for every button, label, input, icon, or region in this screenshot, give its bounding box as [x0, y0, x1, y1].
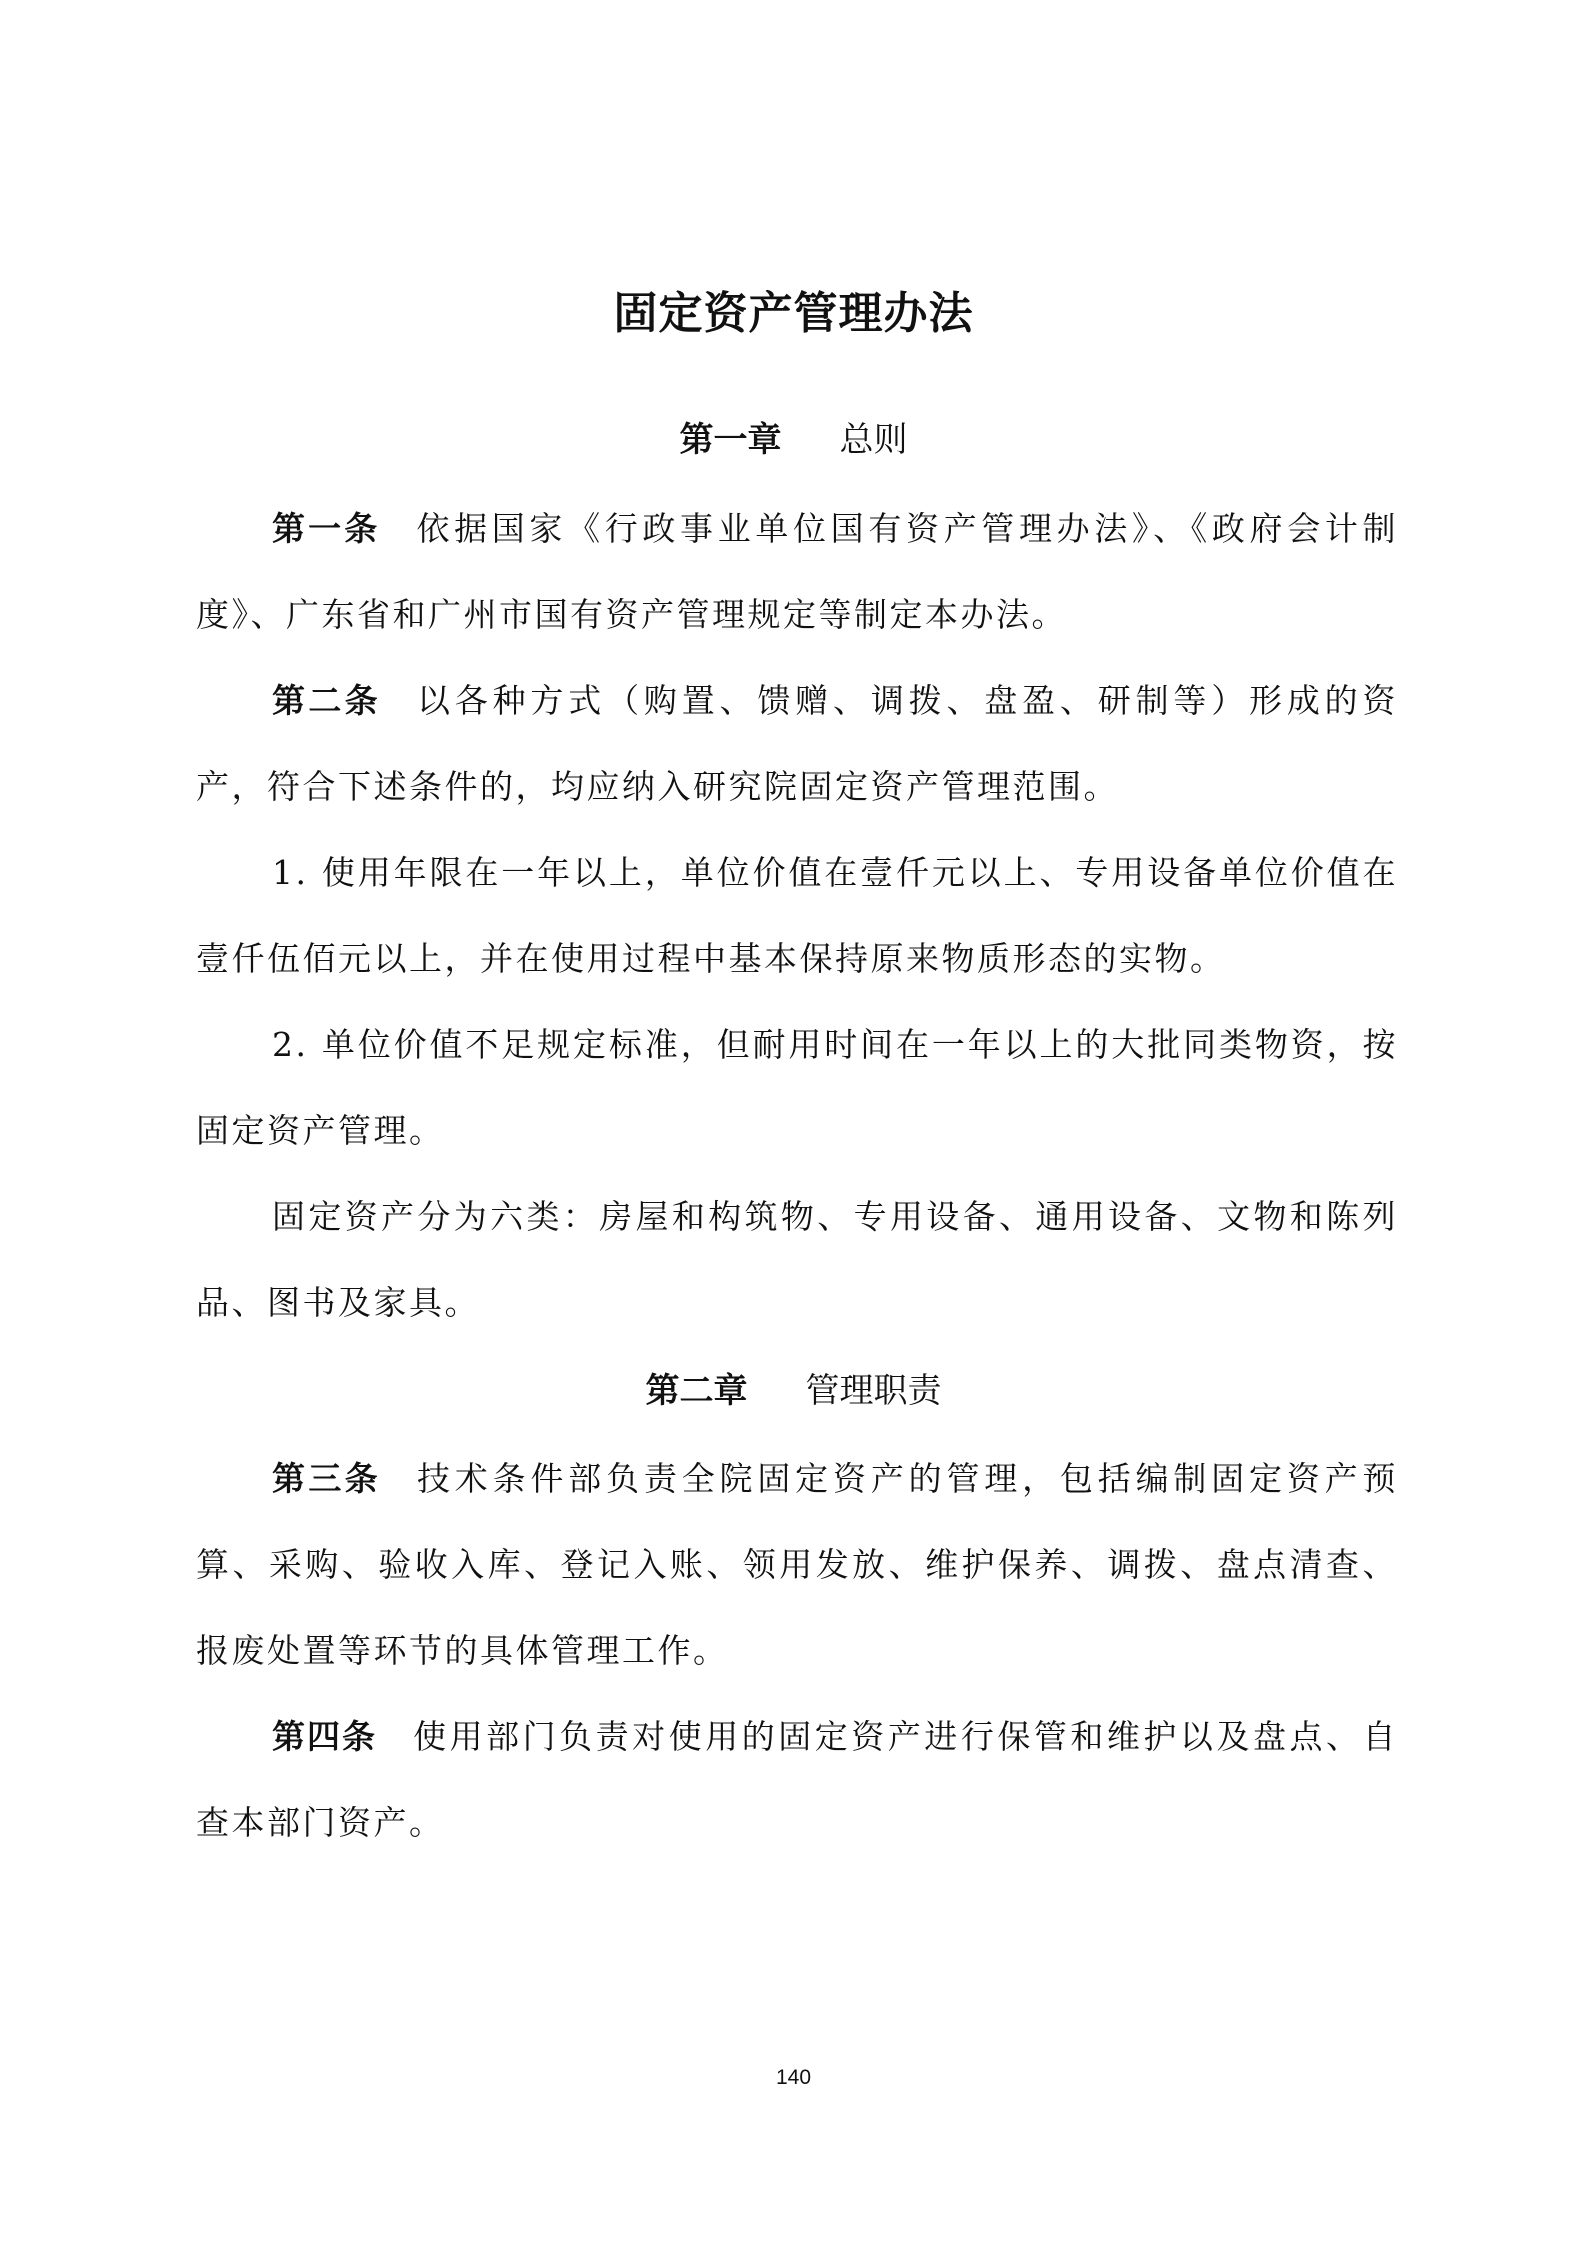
clause-2: 2. 单位价值不足规定标准，但耐用时间在一年以上的大批同类物资，按固定资产管理。 [196, 1025, 1398, 1150]
chapter-1-title: 总则 [839, 420, 908, 460]
clause-1: 1. 使用年限在一年以上，单位价值在壹仟元以上、专用设备单位价值在壹仟伍佰元以上，并在使用过程中基本保持原来物质形态的实物。 [196, 853, 1398, 978]
document-title: 固定资产管理办法 [613, 288, 974, 339]
chapter-2-number: 第二章 [645, 1371, 748, 1411]
page-number: 140 [775, 2066, 812, 2089]
article-3 [196, 1436, 1398, 1694]
article-3-label: 第三条 [272, 1459, 381, 1498]
article-2-label: 第二条 [272, 681, 381, 720]
chapter-1-number: 第一章 [679, 420, 782, 460]
article-1 [196, 486, 1398, 658]
chapter-2-body [196, 1436, 1398, 1866]
article-1-label: 第一条 [272, 509, 381, 548]
article-4-text: 使用部门负责对使用的固定资产进行保管和维护以及盘点、自查本部门资产。 [196, 1717, 1399, 1842]
article-4 [196, 1694, 1398, 1866]
chapter-1-body [196, 486, 1398, 1346]
article-1-text: 依据国家《行政事业单位国有资产管理办法》、《政府会计制度》、广东省和广州市国有资产管理规定等制定本办法。 [196, 509, 1399, 634]
chapter-2-heading [0, 1366, 1587, 1416]
chapter-1-heading [0, 415, 1587, 465]
asset-categories-paragraph: 固定资产分为六类：房屋和构筑物、专用设备、通用设备、文物和陈列品、图书及家具。 [196, 1197, 1398, 1322]
article-4-label: 第四条 [272, 1717, 378, 1756]
chapter-2-title: 管理职责 [805, 1371, 942, 1411]
article-2 [196, 658, 1398, 830]
article-3-text: 技术条件部负责全院固定资产的管理，包括编制固定资产预算、采购、验收入库、登记入账、领用发放、维护保养、调拨、盘点清查、报废处置等环节的具体管理工作。 [196, 1459, 1399, 1670]
article-2-text: 以各种方式（购置、馈赠、调拨、盘盈、研制等）形成的资产，符合下述条件的，均应纳入研究院固定资产管理范围。 [196, 681, 1399, 806]
